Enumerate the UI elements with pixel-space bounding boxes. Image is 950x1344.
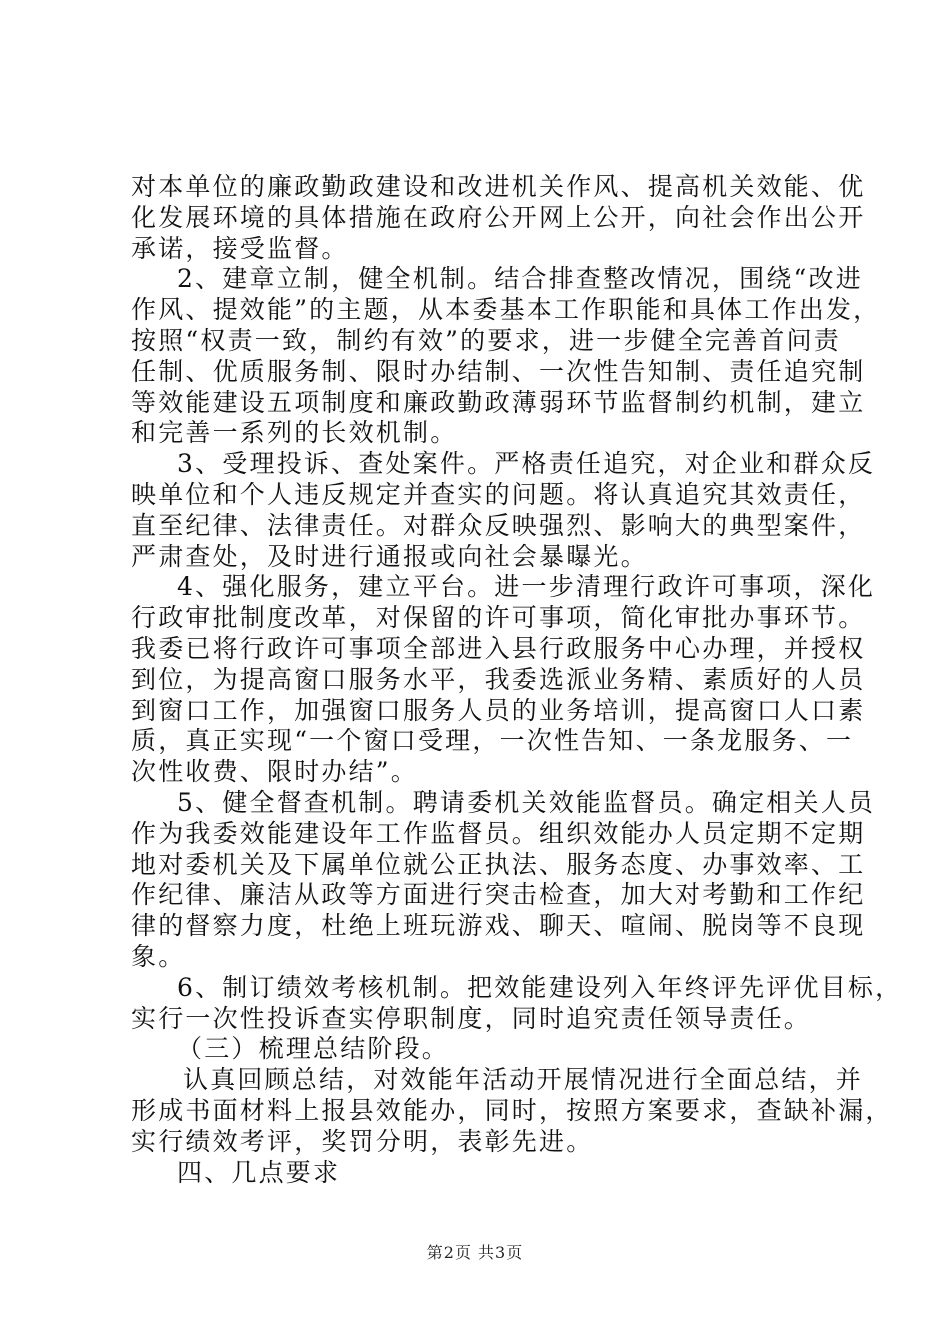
text-line: 形成书面材料上报县效能办，同时，按照方案要求，查缺补漏，: [131, 1095, 893, 1125]
text-line: 6、制订绩效考核机制。把效能建设列入年终评先评优目标，: [177, 972, 903, 1002]
text-line: 对本单位的廉政勤政建设和改进机关作风、提高机关效能、优: [131, 172, 866, 201]
text-line: 律的督察力度，杜绝上班玩游戏、聊天、喧闹、脱岗等不良现: [131, 911, 866, 941]
text-line: 地对委机关及下属单位就公正执法、服务态度、办事效率、工: [131, 849, 866, 879]
text-line: 次性收费、限时办结”。: [131, 757, 418, 787]
text-line: 等效能建设五项制度和廉政勤政薄弱环节监督制约机制，建立: [131, 387, 866, 417]
text-line: 象。: [131, 941, 186, 971]
text-line: 到位，为提高窗口服务水平，我委选派业务精、素质好的人员: [131, 664, 866, 694]
text-line: 行政审批制度改革，对保留的许可事项，简化审批办事环节。: [131, 603, 866, 633]
text-line: 实行绩效考评，奖罚分明，表彰先进。: [131, 1126, 594, 1156]
text-line: 作风、提效能”的主题，从本委基本工作职能和具体工作出发，: [131, 295, 881, 325]
text-line: 质，真正实现“一个窗口受理，一次性告知、一条龙服务、一: [131, 726, 854, 756]
document-body: [131, 172, 903, 1188]
text-line: 作纪律、廉洁从政等方面进行突击检查，加大对考勤和工作纪: [131, 880, 866, 910]
text-line: 承诺，接受监督。: [131, 233, 349, 263]
page-number-footer: 第2页 共3页: [426, 1243, 524, 1262]
text-line: 任制、优质服务制、限时办结制、一次性告知制、责任追究制: [131, 356, 866, 386]
text-line: 认真回顾总结，对效能年活动开展情况进行全面总结，并: [183, 1065, 864, 1095]
text-line: 4、强化服务，建立平台。进一步清理行政许可事项，深化: [177, 572, 876, 602]
text-line: （三）梳理总结阶段。: [177, 1034, 450, 1064]
text-line: 作为我委效能建设年工作监督员。组织效能办人员定期不定期: [131, 818, 866, 848]
text-line: 3、受理投诉、查处案件。严格责任追究，对企业和群众反: [177, 449, 876, 479]
text-line: 映单位和个人违反规定并查实的问题。将认真追究其效责任，: [131, 479, 866, 509]
text-line: 直至纪律、法律责任。对群众反映强烈、影响大的典型案件，: [131, 510, 866, 540]
text-line: 和完善一系列的长效机制。: [131, 418, 458, 448]
text-line: 化发展环境的具体措施在政府公开网上公开，向社会作出公开: [131, 202, 866, 232]
text-line: 我委已将行政许可事项全部进入县行政服务中心办理，并授权: [131, 633, 866, 663]
text-line: 到窗口工作，加强窗口服务人员的业务培训，提高窗口人口素: [131, 695, 866, 725]
text-line: 严肃查处，及时进行通报或向社会暴曝光。: [131, 541, 648, 571]
text-line: 2、建章立制，健全机制。结合排查整改情况，围绕“改进: [177, 264, 863, 294]
text-line: 四、几点要求: [177, 1157, 341, 1187]
text-line: 按照“权责一致，制约有效”的要求，进一步健全完善首问责: [131, 325, 841, 355]
text-line: 5、健全督查机制。聘请委机关效能监督员。确定相关人员: [177, 787, 876, 817]
text-line: 实行一次性投诉查实停职制度，同时追究责任领导责任。: [131, 1003, 812, 1033]
